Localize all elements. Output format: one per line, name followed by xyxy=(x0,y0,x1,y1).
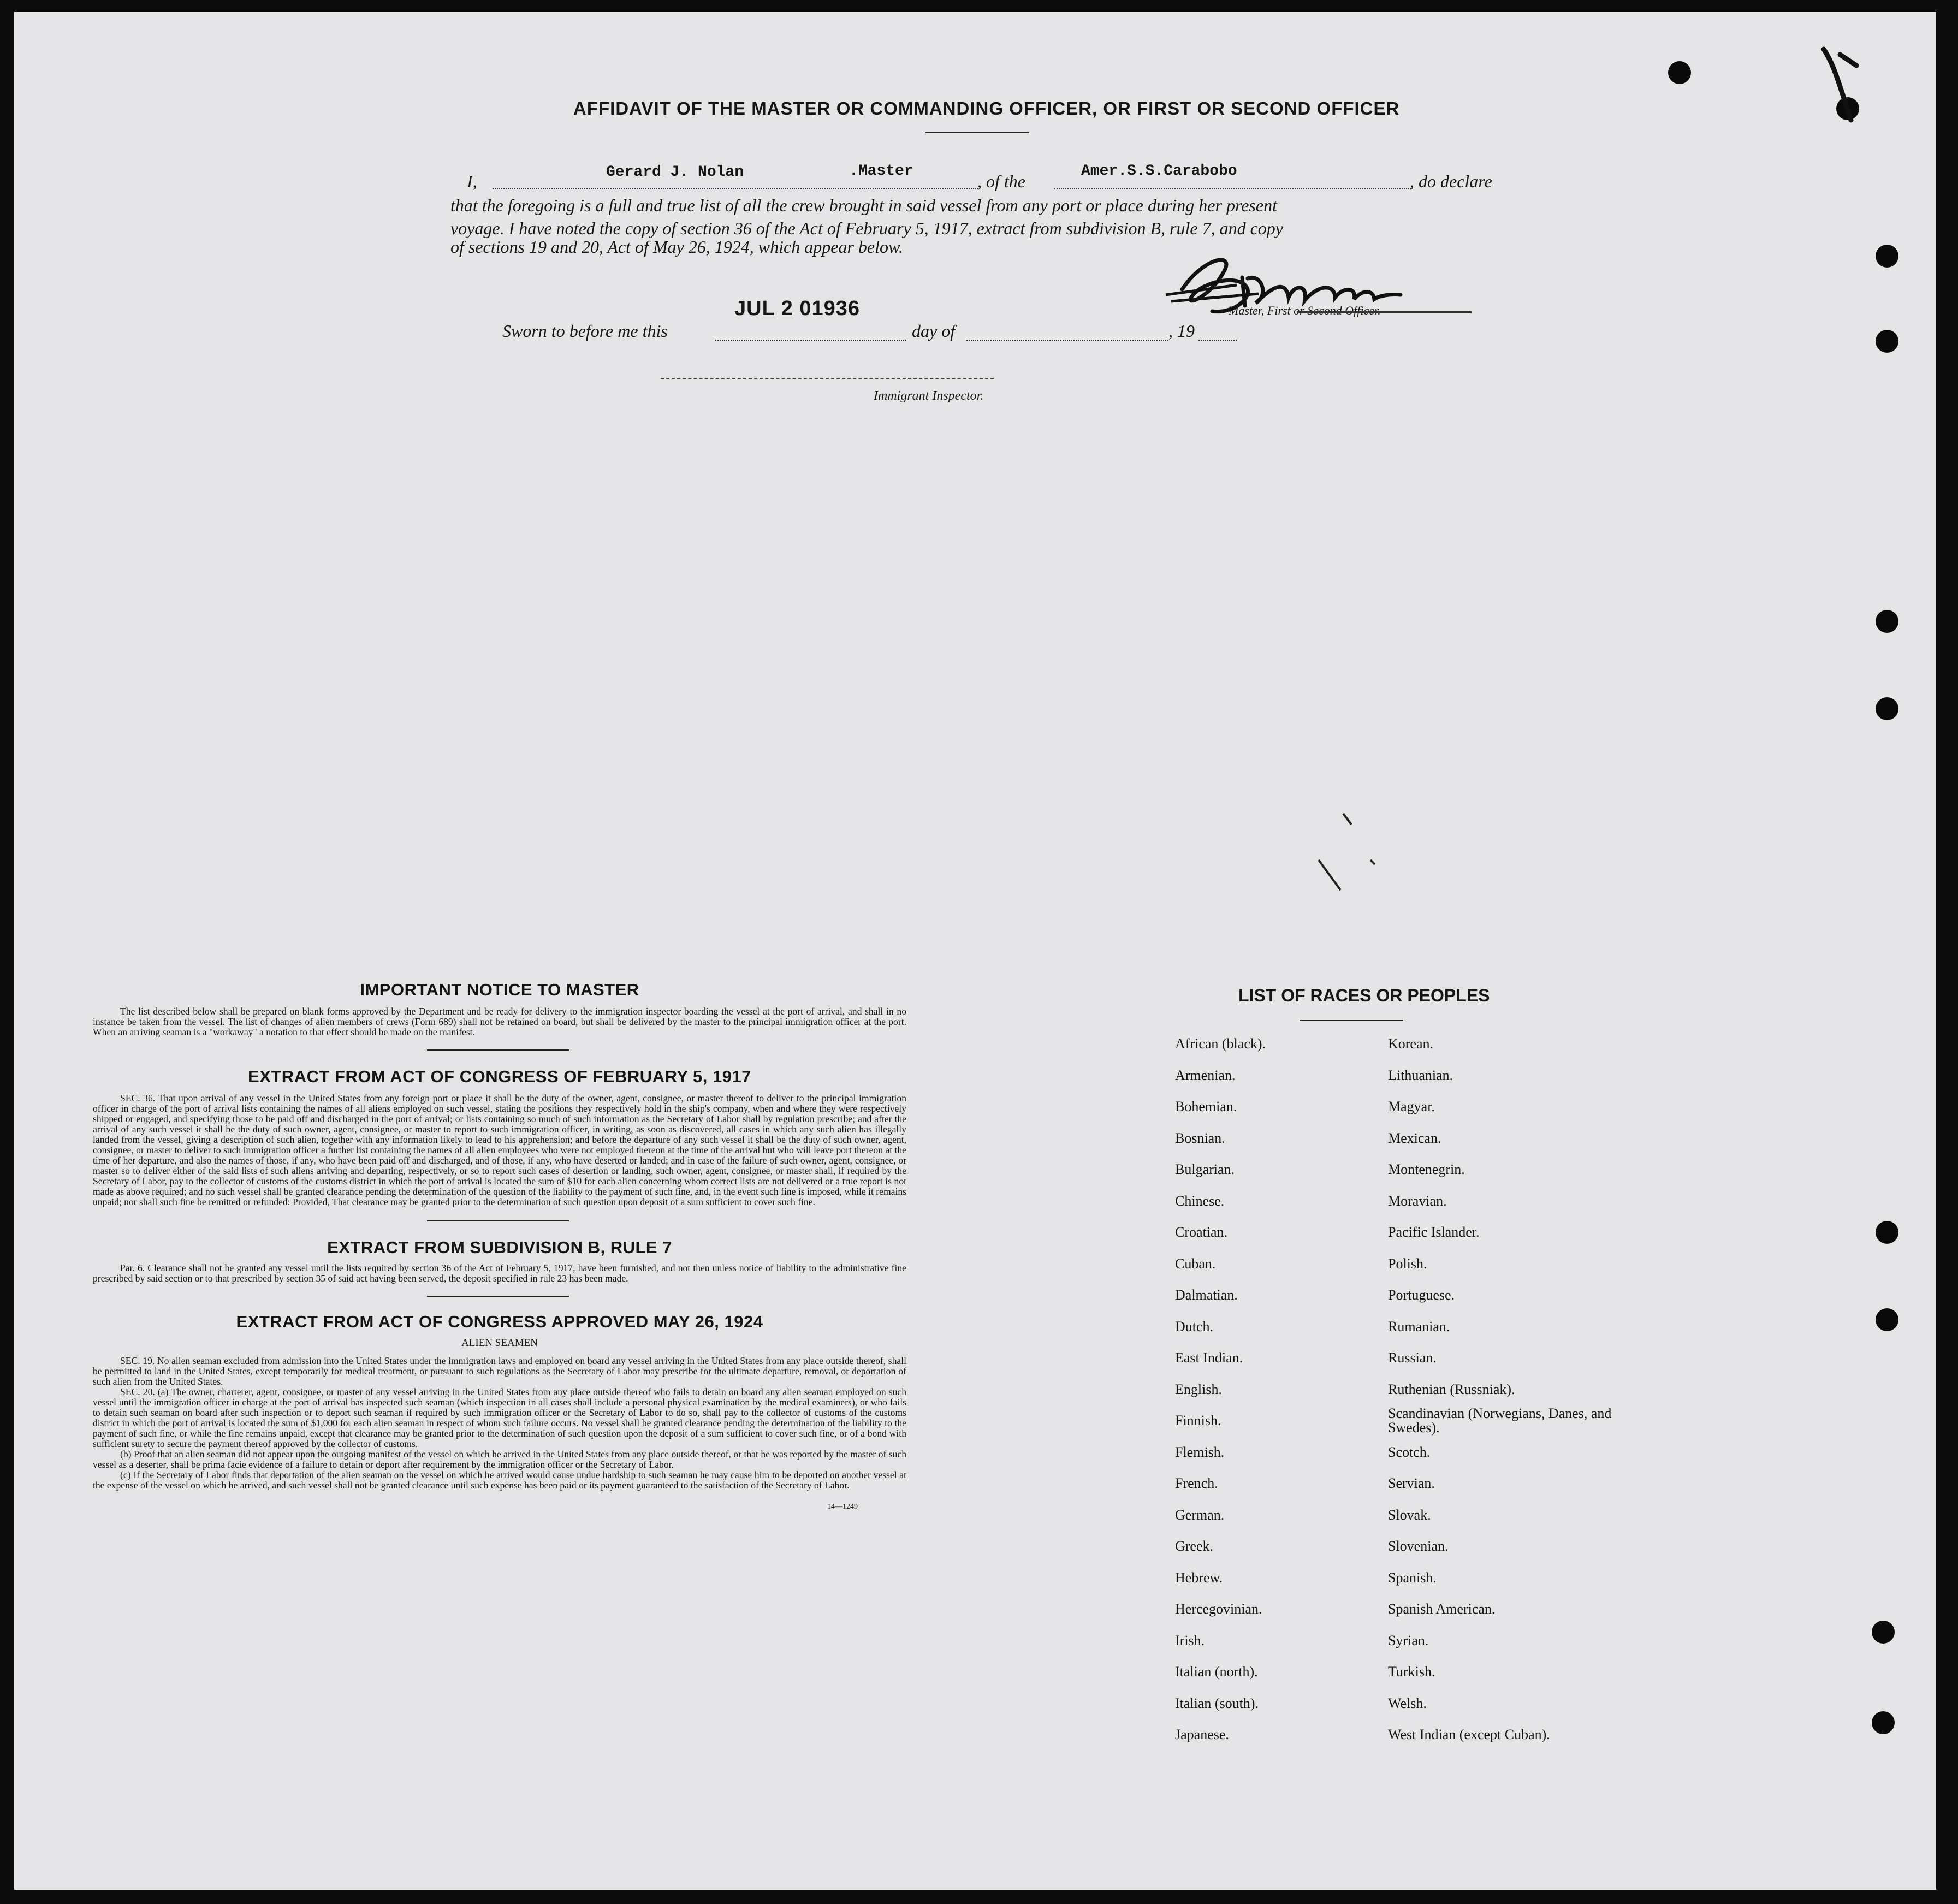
race-item: Armenian. xyxy=(1175,1067,1236,1083)
race-item: Portuguese. xyxy=(1388,1287,1455,1303)
race-item: Bosnian. xyxy=(1175,1130,1225,1146)
race-item: Welsh. xyxy=(1388,1695,1427,1711)
form-number: 14—1249 xyxy=(827,1503,858,1511)
race-item: Magyar. xyxy=(1388,1099,1435,1114)
extract-1917-title: EXTRACT FROM ACT OF CONGRESS OF FEBRUARY 5, 1917 xyxy=(248,1067,751,1086)
race-item: Syrian. xyxy=(1388,1632,1429,1648)
races-column-1 xyxy=(1175,1028,1393,1751)
races-title-underline xyxy=(1300,1020,1403,1021)
punch-hole xyxy=(1876,610,1898,633)
race-item: Spanish American. xyxy=(1388,1601,1496,1617)
race-item: Scandinavian (Norwegians, Danes, and Swedes). xyxy=(1388,1405,1612,1436)
race-item: Russian. xyxy=(1388,1350,1437,1366)
punch-hole xyxy=(1872,1621,1895,1644)
extract-rule7-body: Par. 6. Clearance shall not be granted any vessel until the lists required by section 36 of the Act of February 5, 1917, have been furnished, and not then unless notice of liability to the administrative fine prescribed by said section or to that prescribed by section 35 of said act having been served, the deposit specified in rule 23 has been made. xyxy=(93,1262,906,1284)
of-the-label: , of the xyxy=(977,171,1025,191)
punch-hole xyxy=(1876,330,1898,353)
master-title: .Master xyxy=(849,163,913,180)
race-item: Dutch. xyxy=(1175,1318,1214,1334)
race-item: Bohemian. xyxy=(1175,1099,1237,1114)
signature-caption: Master, First or Second Officer. xyxy=(1229,304,1381,317)
race-item: Japanese. xyxy=(1175,1727,1229,1742)
declaration-line-3: voyage. I have noted the copy of section 36 of the Act of February 5, 1917, extract from subdivision B, rule 7, and copy xyxy=(450,218,1283,238)
section-divider xyxy=(427,1220,569,1221)
race-item: Italian (south). xyxy=(1175,1695,1259,1711)
scan-marks xyxy=(1310,808,1398,901)
sec-20c-body: (c) If the Secretary of Labor finds that deportation of the alien seaman on the vessel on which he arrived would cause undue hardship to such seaman he may cause him to be deported on another vessel at the expense of the vessel on which he arrived, and such vessel shall not be granted clearance until such expense has been paid or its payment guaranteed to the satisfaction of the Secretary of Labor. xyxy=(93,1469,906,1491)
declaration-line-4: of sections 19 and 20, Act of May 26, 1924, which appear below. xyxy=(450,237,903,257)
race-item: Spanish. xyxy=(1388,1569,1437,1586)
scan-border-bottom xyxy=(0,1890,1958,1904)
scan-border-top xyxy=(0,0,1958,12)
master-name: Gerard J. Nolan xyxy=(606,164,744,181)
punch-hole xyxy=(1876,1221,1898,1244)
legal-column xyxy=(93,980,906,1511)
race-item: Ruthenian (Russniak). xyxy=(1388,1381,1515,1397)
race-item: Bulgarian. xyxy=(1175,1161,1235,1177)
races-title: LIST OF RACES OR PEOPLES xyxy=(1238,986,1490,1005)
race-item: Slovenian. xyxy=(1388,1538,1449,1554)
sworn-label: Sworn to before me this xyxy=(502,321,668,341)
race-item: French. xyxy=(1175,1475,1218,1491)
inspector-signature-line xyxy=(661,378,994,379)
vessel-line xyxy=(1054,188,1411,189)
race-item: Finnish. xyxy=(1175,1413,1221,1428)
extract-rule7-title: EXTRACT FROM SUBDIVISION B, RULE 7 xyxy=(327,1238,672,1257)
race-item: Polish. xyxy=(1388,1255,1427,1272)
races-column-2 xyxy=(1388,1028,1623,1751)
race-item: Slovak. xyxy=(1388,1506,1431,1523)
year-label: , 19 xyxy=(1168,321,1195,341)
race-item: German. xyxy=(1175,1506,1225,1523)
alien-seamen-subtitle: ALIEN SEAMEN xyxy=(461,1337,538,1349)
sworn-date-line xyxy=(715,340,906,341)
scan-border-left xyxy=(0,0,14,1904)
race-item: Croatian. xyxy=(1175,1224,1228,1240)
punch-hole xyxy=(1876,245,1898,268)
race-item: Mexican. xyxy=(1388,1130,1441,1146)
vessel-name: Amer.S.S.Carabobo xyxy=(1081,163,1237,180)
race-item: West Indian (except Cuban). xyxy=(1388,1727,1550,1742)
extract-1924-title: EXTRACT FROM ACT OF CONGRESS APPROVED MAY 26, 1924 xyxy=(236,1312,763,1331)
affidavit-title: AFFIDAVIT OF THE MASTER OR COMMANDING OFFICER, OR FIRST OR SECOND OFFICER xyxy=(573,98,1400,118)
year-line xyxy=(1198,340,1237,341)
race-item: African (black). xyxy=(1175,1036,1266,1052)
race-item: Korean. xyxy=(1388,1036,1434,1052)
punch-hole xyxy=(1668,61,1691,84)
punch-hole xyxy=(1876,1308,1898,1331)
declaration-line-2: that the foregoing is a full and true list of all the crew brought in said vessel from any port or place during her present xyxy=(450,195,1277,215)
race-item: English. xyxy=(1175,1381,1222,1397)
do-declare-label: , do declare xyxy=(1410,171,1492,191)
sec-19-body: SEC. 19. No alien seaman excluded from admission into the United States under the immigration laws and employed on board any vessel arriving in the United States from any place outside thereof, shall be permitted to land in the United States, except temporarily for medical treatment, or pursuant to such regulations as the Secretary of Labor may prescribe for the ultimate departure, removal, or deportation of such alien from the United States. xyxy=(93,1355,906,1387)
punch-hole xyxy=(1876,697,1898,720)
punch-hole xyxy=(1872,1711,1895,1734)
date-stamp: JUL 2 01936 xyxy=(734,297,861,320)
race-item: Cuban. xyxy=(1175,1255,1216,1272)
race-item: Dalmatian. xyxy=(1175,1287,1238,1303)
race-item: Hebrew. xyxy=(1175,1569,1223,1586)
caption-strike xyxy=(1297,311,1472,313)
race-item: Moravian. xyxy=(1388,1193,1447,1209)
race-item: Montenegrin. xyxy=(1388,1161,1465,1177)
race-item: Italian (north). xyxy=(1175,1664,1258,1680)
scan-border-right xyxy=(1936,0,1958,1904)
race-item: Turkish. xyxy=(1388,1664,1435,1680)
race-item: Lithuanian. xyxy=(1388,1067,1453,1083)
race-item: Pacific Islander. xyxy=(1388,1224,1480,1240)
section-divider xyxy=(427,1296,569,1297)
race-item: East Indian. xyxy=(1175,1350,1243,1366)
sec-20b-body: (b) Proof that an alien seaman did not appear upon the outgoing manifest of the vessel on which he arrived in the United States from any place outside thereof, or that he was reported by the master of such vessel as a deserter, shall be prima facie evidence of a failure to detain or deport after requirement by the immigration officer or the Secretary of Labor. xyxy=(93,1449,906,1470)
title-underline xyxy=(925,132,1029,133)
notice-title: IMPORTANT NOTICE TO MASTER xyxy=(360,980,639,999)
day-of-label: day of xyxy=(912,321,956,341)
race-item: Flemish. xyxy=(1175,1444,1225,1460)
name-line xyxy=(493,188,978,189)
sec-20a-body: SEC. 20. (a) The owner, charterer, agent, consignee, or master of any vessel arriving in the United States from any place outside thereof who fails to detain on board any alien seaman employed on such vessel until the immigration officer in charge at the port of arrival has inspected such seaman (which inspection in all cases shall include a personal physical examination by the medical examiners), or who fails to detain such seaman on board after such inspection or to deport such seaman if required by such immigration officer or the Secretary of Labor to do so, shall pay to the collector of customs of the customs district in which the port of arrival is located the sum of $1,000 for each alien seaman in respect of whom such failure occurs. No vessel shall be granted clearance pending the determination of the liability to the payment of such fine, or while the fine remains unpaid, except that clearance may be granted prior to the determination of such question upon the deposit of a sum sufficient to cover such fine, or of a bond with sufficient surety to secure the payment thereof approved by the collector of customs. xyxy=(93,1386,906,1449)
race-item: Greek. xyxy=(1175,1538,1214,1554)
race-item: Scotch. xyxy=(1388,1444,1431,1460)
race-item: Hercegovinian. xyxy=(1175,1601,1262,1617)
race-item: Irish. xyxy=(1175,1632,1205,1648)
inspector-label: Immigrant Inspector. xyxy=(874,389,984,403)
section-divider xyxy=(427,1049,569,1051)
race-item: Servian. xyxy=(1388,1475,1435,1491)
notice-body: The list described below shall be prepared on blank forms approved by the Department and be ready for delivery to the immigration inspector boarding the vessel at the port of arrival, and shall in no instance be taken from the vessel. The list of changes of alien members of crews (Form 689) shall not be retained on board, but shall be delivered by the master to the principal immigration officer at the port. When an arriving seaman is a "workaway" a notation to that effect should be made on the manifest. xyxy=(93,1006,906,1037)
race-item: Rumanian. xyxy=(1388,1318,1450,1334)
month-line xyxy=(966,340,1168,341)
scan-marks xyxy=(1802,33,1878,137)
extract-1917-body: SEC. 36. That upon arrival of any vessel in the United States from any foreign port or place it shall be the duty of the owner, agent, consignee, or master thereof to deliver to the principal immigration officer in charge of the port of arrival lists containing the names of all aliens employed on such vessel, stating the positions they respectively hold in the ship's company, when and where they were respectively shipped or engaged, and specifying those to be paid off and discharged in the port of arrival; or lists containing so much of such information as the Secretary of Labor shall by regulation prescribe; and after the arrival of any such vessel it shall be the duty of such owner, agent, consignee, or master to report to such immigration officer, in writing, as soon as discovered, all cases in which any such alien has illegally landed from the vessel, giving a description of such alien, together with any information likely to lead to his apprehension; and before the departure of any such vessel it shall be the duty of such owner, agent, consignee, or master to deliver to such immigration officer a further list containing the names of all alien employees who were not employed thereon at the time of the arrival but who will leave port thereon at the time of her departure, and also the names of those, if any, who have been paid off and discharged, and of those, if any, who have deserted or landed; and in case of the failure of such owner, agent, consignee, or master so to deliver either of the said lists of such aliens arriving and departing, respectively, or so to report such cases of desertion or landing, such owner, agent, consignee, or master shall, if required by the Secretary of Labor, pay to the collector of customs of the customs district in which the port of arrival is located the sum of $10 for each alien concerning whom correct lists are not delivered or a true report is not made as above required; and no such vessel shall be granted clearance pending the determination of the question of the liability to the payment of such fine, and, in the event such fine is imposed, while it remains unpaid; nor shall such fine be remitted or refunded: Provided, That clearance may be granted prior to the determination of such question upon deposit of a sum sufficient to cover such fine. xyxy=(93,1093,906,1207)
race-item: Chinese. xyxy=(1175,1193,1225,1209)
declarant-label: I, xyxy=(467,171,477,191)
